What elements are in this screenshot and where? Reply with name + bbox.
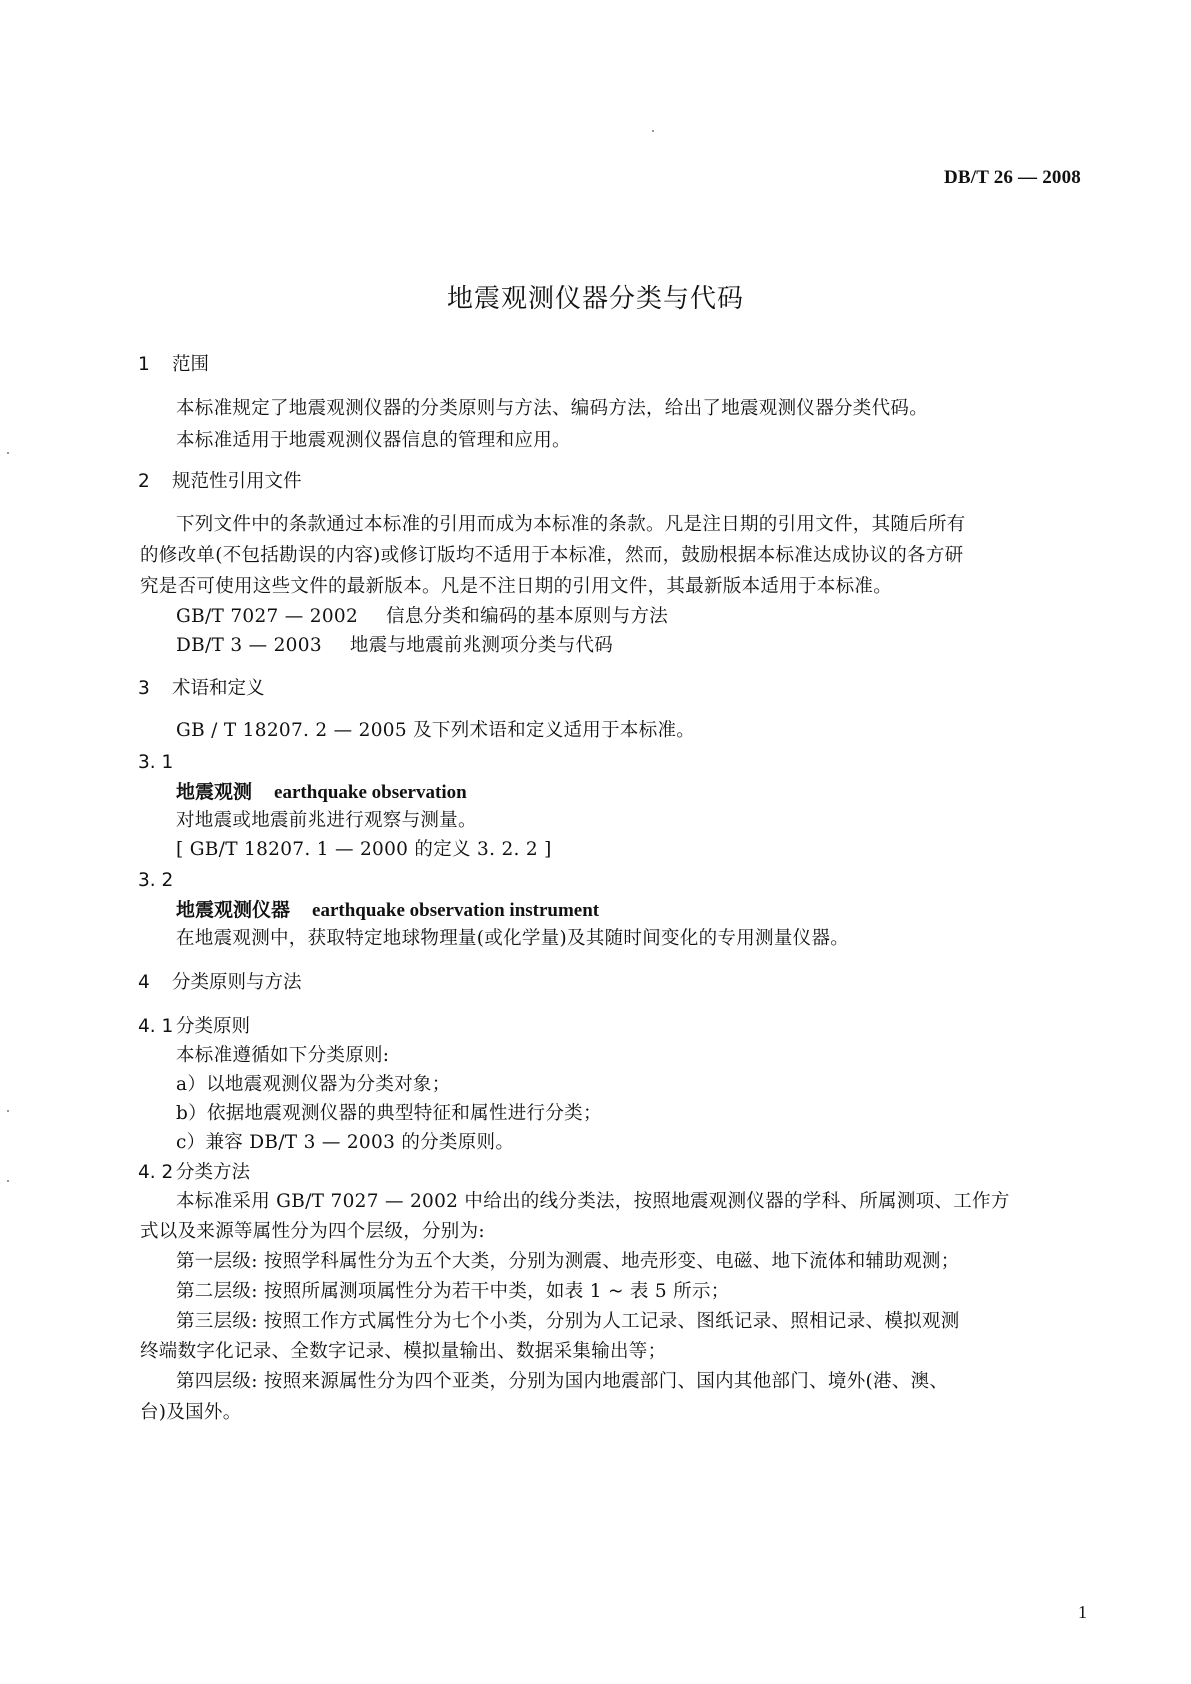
section-4-heading bbox=[138, 970, 302, 996]
section-number: 2 bbox=[138, 471, 150, 492]
paragraph-line: 第三层级: 按照工作方式属性分为七个小类，分别为人工记录、图纸记录、照相记录、模拟观测 bbox=[176, 1311, 960, 1332]
clause-number: 4. 2 bbox=[138, 1162, 174, 1183]
paragraph-line: 终端数字化记录、全数字记录、模拟量输出、数据采集输出等； bbox=[140, 1341, 667, 1362]
term-source: [ GB/T 18207. 1 — 2000 的定义 3. 2. 2 ] bbox=[176, 839, 552, 860]
reference-code: GB/T 7027 — 2002 bbox=[176, 606, 359, 627]
paragraph-line: 究是否可使用这些文件的最新版本。凡是不注日期的引用文件，其最新版本适用于本标准。 bbox=[140, 576, 893, 597]
section-title: 术语和定义 bbox=[172, 678, 265, 699]
term-entry bbox=[176, 779, 467, 806]
scan-speck bbox=[7, 452, 9, 454]
scan-speck bbox=[652, 130, 654, 132]
reference-name: 信息分类和编码的基本原则与方法 bbox=[386, 606, 669, 627]
document-title: 地震观测仪器分类与代码 bbox=[446, 284, 744, 314]
clause-3-2-number: 3. 2 bbox=[138, 870, 174, 891]
clause-4-1-heading bbox=[138, 1014, 250, 1040]
list-item: a）以地震观测仪器为分类对象； bbox=[176, 1074, 451, 1095]
term-english: earthquake observation bbox=[274, 782, 467, 803]
document-code: DB/T 26 — 2008 bbox=[943, 167, 1081, 188]
paragraph: 本标准规定了地震观测仪器的分类原则与方法、编码方法，给出了地震观测仪器分类代码。 bbox=[176, 398, 929, 419]
paragraph: 本标准适用于地震观测仪器信息的管理和应用。 bbox=[176, 430, 571, 451]
section-title: 规范性引用文件 bbox=[172, 471, 302, 492]
section-1-heading bbox=[138, 352, 209, 378]
scan-speck bbox=[7, 1110, 9, 1112]
reference-code: DB/T 3 — 2003 bbox=[176, 635, 322, 656]
section-2-heading bbox=[138, 469, 302, 495]
clause-4-2-heading bbox=[138, 1160, 250, 1186]
term-chinese: 地震观测仪器 bbox=[176, 899, 291, 921]
paragraph: GB / T 18207. 2 — 2005 及下列术语和定义适用于本标准。 bbox=[176, 720, 696, 741]
paragraph-line: 第一层级: 按照学科属性分为五个大类，分别为测震、地壳形变、电磁、地下流体和辅助观测； bbox=[176, 1251, 960, 1272]
clause-title: 分类方法 bbox=[176, 1162, 251, 1183]
paragraph-line: 的修改单(不包括勘误的内容)或修订版均不适用于本标准，然而，鼓励根据本标准达成协议的各方研 bbox=[140, 545, 964, 566]
reference-item bbox=[176, 633, 613, 659]
scan-speck bbox=[7, 1180, 9, 1182]
term-entry bbox=[176, 897, 599, 924]
term-english: earthquake observation instrument bbox=[312, 900, 600, 921]
clause-number: 4. 1 bbox=[138, 1016, 174, 1037]
section-title: 范围 bbox=[172, 354, 210, 375]
paragraph: 本标准遵循如下分类原则: bbox=[176, 1045, 390, 1066]
clause-title: 分类原则 bbox=[176, 1016, 251, 1037]
paragraph-line: 第四层级: 按照来源属性分为四个亚类，分别为国内地震部门、国内其他部门、境外(港、澳、 bbox=[176, 1371, 949, 1392]
paragraph-line: 下列文件中的条款通过本标准的引用而成为本标准的条款。凡是注日期的引用文件，其随后所有 bbox=[176, 514, 966, 535]
page-number: 1 bbox=[1078, 1602, 1087, 1622]
clause-3-1-number: 3. 1 bbox=[138, 752, 174, 773]
section-title: 分类原则与方法 bbox=[172, 972, 302, 993]
section-number: 1 bbox=[138, 354, 150, 375]
list-item: b）依据地震观测仪器的典型特征和属性进行分类； bbox=[176, 1103, 602, 1124]
section-3-heading bbox=[138, 676, 265, 702]
term-definition: 在地震观测中，获取特定地球物理量(或化学量)及其随时间变化的专用测量仪器。 bbox=[176, 928, 850, 949]
paragraph-line: 本标准采用 GB/T 7027 — 2002 中给出的线分类法，按照地震观测仪器的学科、所属测项、工作方 bbox=[176, 1191, 1010, 1212]
reference-item bbox=[176, 604, 668, 630]
paragraph-line: 台)及国外。 bbox=[140, 1402, 242, 1423]
reference-name: 地震与地震前兆测项分类与代码 bbox=[349, 635, 614, 656]
list-item: c）兼容 DB/T 3 — 2003 的分类原则。 bbox=[176, 1132, 515, 1153]
paragraph-line: 第二层级: 按照所属测项属性分为若干中类，如表 1 ~ 表 5 所示； bbox=[176, 1281, 730, 1302]
section-number: 4 bbox=[138, 972, 150, 993]
term-definition: 对地震或地震前兆进行观察与测量。 bbox=[176, 810, 477, 831]
term-chinese: 地震观测 bbox=[176, 781, 253, 803]
section-number: 3 bbox=[138, 678, 150, 699]
paragraph-line: 式以及来源等属性分为四个层级，分别为: bbox=[140, 1221, 485, 1242]
